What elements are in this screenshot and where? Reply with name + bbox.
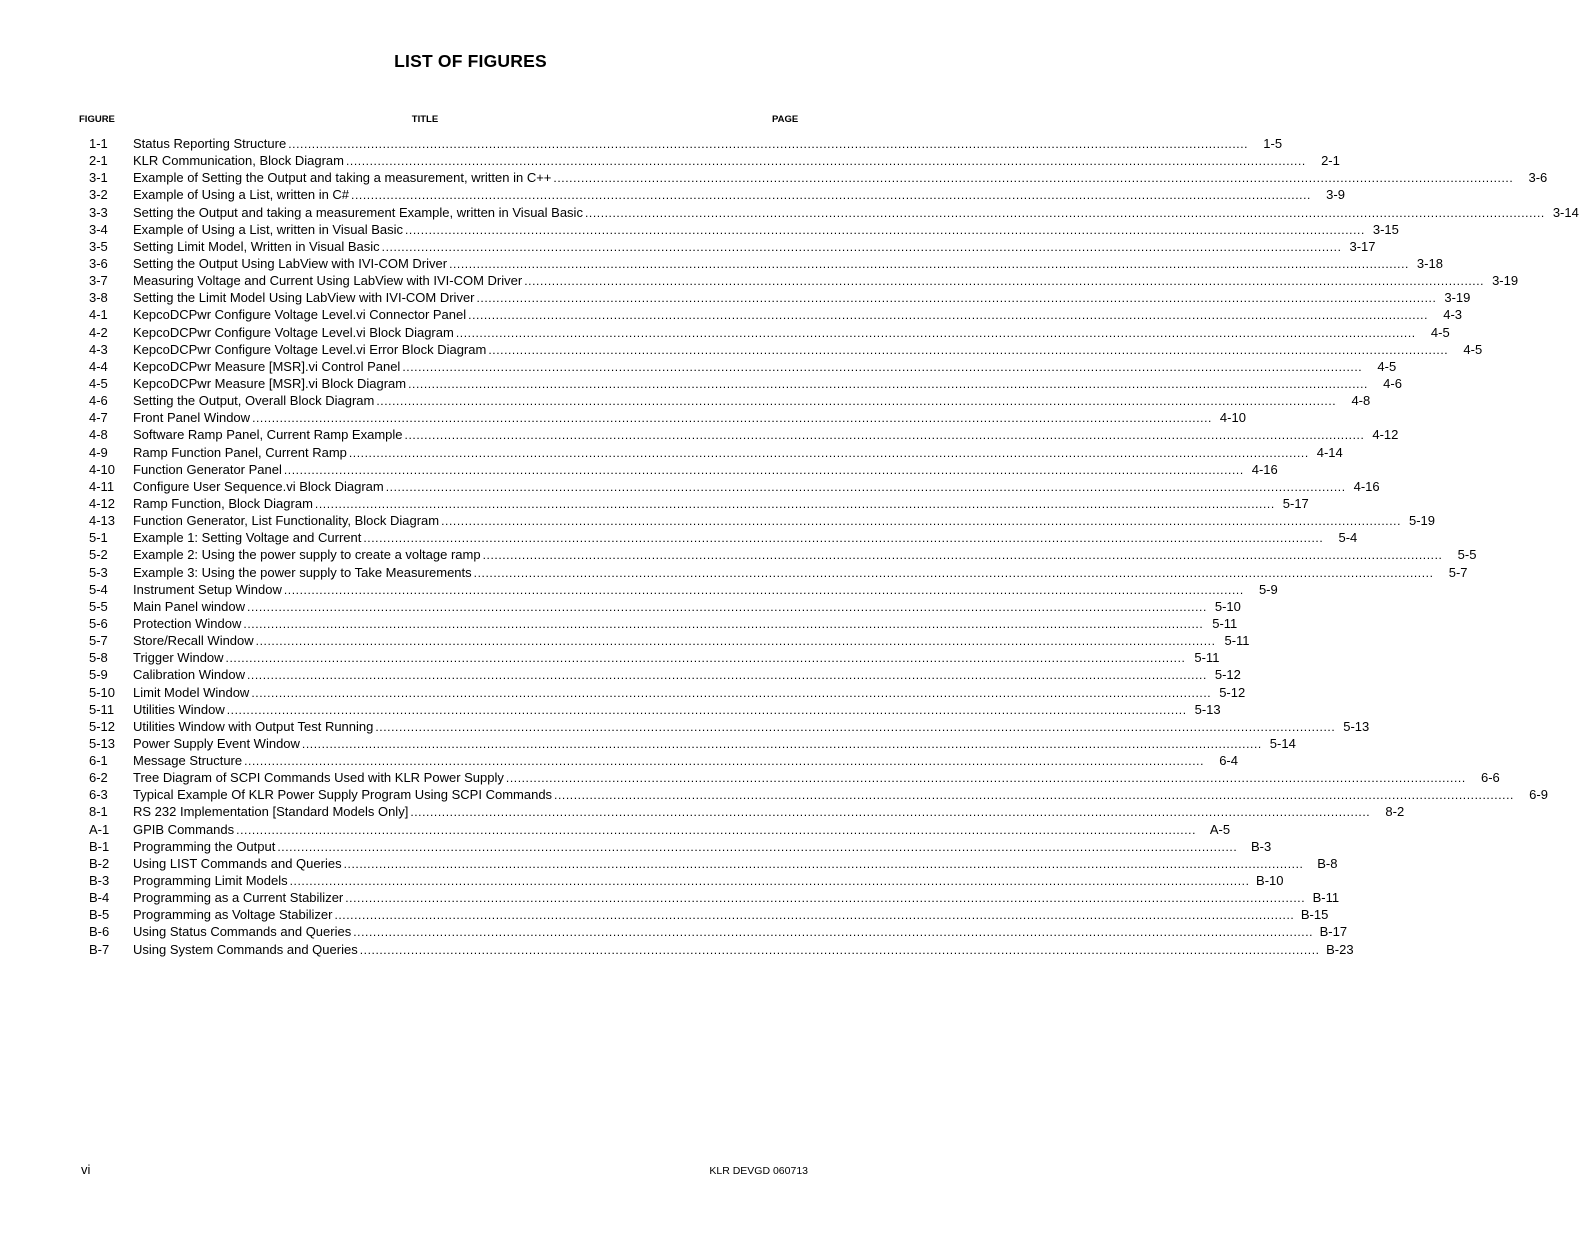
figure-page: 5-11 (1212, 615, 1238, 631)
list-item[interactable] (89, 289, 1471, 306)
list-item[interactable] (89, 341, 1483, 358)
figure-title: Setting the Output Using LabView with IVI-COM Driver (133, 255, 448, 271)
figure-title: Software Ramp Panel, Current Ramp Example (133, 427, 403, 443)
figure-number: 6-3 (89, 787, 108, 803)
figure-title: Configure User Sequence.vi Block Diagram (133, 478, 384, 494)
figure-title: Example 1: Setting Voltage and Current (133, 530, 362, 546)
figure-page: 1-5 (1263, 136, 1283, 151)
dot-leader (251, 685, 1211, 702)
figure-page: 3-6 (1528, 170, 1548, 186)
list-item[interactable] (89, 564, 1468, 581)
list-item[interactable] (89, 889, 1340, 906)
dot-leader (506, 770, 1466, 787)
dot-leader (474, 565, 1434, 582)
dot-leader (315, 496, 1275, 513)
dot-leader (360, 942, 1320, 959)
figure-title: Main Panel window (133, 598, 246, 614)
figure-number: 4-10 (89, 461, 116, 477)
dot-leader (247, 599, 1207, 616)
dot-leader (483, 547, 1443, 564)
figure-title: Ramp Function Panel, Current Ramp (133, 444, 347, 460)
list-item[interactable] (89, 169, 1548, 186)
dot-leader (408, 376, 1368, 393)
dot-leader (456, 325, 1416, 342)
figure-page: 4-16 (1251, 461, 1278, 477)
list-item[interactable] (89, 186, 1345, 203)
list-item[interactable] (89, 684, 1246, 701)
figure-number: B-6 (89, 924, 110, 940)
list-item[interactable] (89, 478, 1380, 495)
figure-number: 5-8 (89, 650, 108, 666)
figure-page: 3-19 (1492, 273, 1519, 289)
figure-number: 4-6 (89, 393, 108, 409)
figure-number: 4-1 (89, 307, 108, 323)
dot-leader (554, 787, 1514, 804)
figure-title: Setting the Output, Overall Block Diagram (133, 393, 375, 409)
dot-leader (227, 702, 1187, 719)
list-item[interactable] (89, 512, 1436, 529)
figure-title: Utilities Window with Output Test Running (133, 718, 374, 734)
figure-number: 5-1 (89, 530, 108, 546)
list-item[interactable] (89, 752, 1238, 769)
list-item[interactable] (89, 152, 1340, 169)
dot-leader (386, 479, 1346, 496)
dot-leader (363, 530, 1323, 547)
figure-title: Power Supply Event Window (133, 735, 300, 751)
figure-number: B-7 (89, 941, 110, 957)
dot-leader (277, 839, 1237, 856)
figure-page: 5-11 (1194, 650, 1220, 666)
figure-page: 4-5 (1463, 341, 1483, 357)
page-title: LIST OF FIGURES (394, 51, 547, 71)
dot-leader (449, 256, 1409, 273)
dot-leader (288, 136, 1248, 153)
figure-number: 2-1 (89, 153, 108, 169)
figure-number: B-4 (89, 890, 110, 906)
figure-title: KepcoDCPwr Measure [MSR].vi Block Diagram (133, 375, 407, 391)
figure-title: KepcoDCPwr Configure Voltage Level.vi Error Block Diagram (133, 341, 487, 357)
figure-number: 5-4 (89, 581, 108, 597)
figure-title: Example of Setting the Output and taking a measurement, written in C++ (133, 170, 552, 186)
figure-number: 5-6 (89, 615, 108, 631)
figure-page: 3-18 (1416, 255, 1443, 271)
dot-leader (345, 890, 1305, 907)
list-item[interactable] (89, 581, 1278, 598)
figure-title: Message Structure (133, 753, 243, 769)
figure-page: 4-10 (1219, 410, 1246, 426)
figure-title: Limit Model Window (133, 684, 250, 700)
dot-leader (410, 804, 1370, 821)
figure-title: Tree Diagram of SCPI Commands Used with KLR Power Supply (133, 770, 504, 786)
figure-number: 5-2 (89, 547, 108, 563)
figure-title: Ramp Function, Block Diagram (133, 495, 313, 511)
figure-page: 5-9 (1258, 581, 1278, 597)
title-column-header: TITLE (411, 114, 439, 125)
figure-number: 5-9 (89, 667, 108, 683)
figure-page: 5-12 (1214, 667, 1241, 683)
figure-title: Using LIST Commands and Queries (133, 855, 342, 871)
figure-page: 3-14 (1552, 204, 1579, 220)
figure-title: Setting the Limit Model Using LabView with IVI-COM Driver (133, 290, 475, 306)
figure-page: 2-1 (1321, 153, 1340, 169)
figure-number: 3-8 (89, 290, 108, 306)
figure-title: Protection Window (133, 615, 242, 631)
dot-leader (375, 719, 1335, 736)
figure-title: Example 2: Using the power supply to create a voltage ramp (133, 547, 481, 563)
list-item[interactable] (89, 306, 1463, 323)
figure-title: KepcoDCPwr Measure [MSR].vi Control Panel (133, 358, 401, 374)
figure-title: Setting Limit Model, Written in Visual Basic (133, 238, 380, 254)
list-item[interactable] (89, 461, 1278, 478)
list-item[interactable] (89, 272, 1519, 289)
list-item[interactable] (89, 444, 1343, 461)
figure-column-header: FIGURE (79, 114, 115, 125)
dot-leader (244, 753, 1204, 770)
figure-number: 5-11 (89, 701, 115, 717)
figure-number: B-3 (89, 873, 110, 889)
list-item[interactable] (89, 204, 1579, 221)
list-item[interactable] (89, 255, 1443, 272)
figure-page: 5-11 (1224, 633, 1250, 649)
list-item[interactable] (89, 135, 1283, 152)
figure-list (89, 135, 1579, 958)
list-item[interactable] (89, 701, 1221, 718)
dot-leader (524, 273, 1484, 290)
dot-leader (402, 359, 1362, 376)
dot-leader (243, 616, 1203, 633)
list-item[interactable] (89, 238, 1376, 255)
list-item[interactable] (89, 426, 1399, 443)
figure-page: 3-19 (1444, 290, 1471, 306)
figure-page: 3-9 (1326, 187, 1345, 203)
figure-number: B-1 (89, 838, 110, 854)
dot-leader (247, 667, 1207, 684)
figure-number: 4-2 (89, 324, 108, 340)
dot-leader (284, 582, 1244, 599)
list-item[interactable] (89, 786, 1548, 803)
dot-leader (226, 650, 1186, 667)
figure-number: 3-5 (89, 238, 108, 254)
figure-page: 6-6 (1480, 770, 1500, 786)
figure-page: 6-9 (1529, 787, 1548, 803)
figure-number: 4-5 (89, 375, 108, 391)
dot-leader (585, 205, 1545, 222)
figure-page: 6-4 (1219, 753, 1238, 769)
list-item[interactable] (89, 529, 1358, 546)
figure-number: 4-4 (89, 358, 108, 374)
figure-number: 3-6 (89, 255, 108, 271)
dot-leader (441, 513, 1401, 530)
figure-number: 4-13 (89, 513, 116, 529)
figure-title: Programming Limit Models (133, 873, 288, 889)
figure-page: B-8 (1317, 855, 1338, 871)
list-item[interactable] (89, 546, 1477, 563)
footer-doc-code: KLR DEVGD 060713 (709, 1165, 808, 1177)
dot-leader (349, 445, 1309, 462)
dot-leader (346, 153, 1306, 170)
figure-page: 5-13 (1343, 718, 1370, 734)
figure-number: 6-2 (89, 770, 108, 786)
figure-title: Setting the Output and taking a measurement Example, written in Visual Basic (133, 204, 583, 220)
figure-page: 3-17 (1349, 238, 1376, 254)
figure-page: 5-17 (1282, 495, 1309, 511)
figure-title: Programming as a Current Stabilizer (133, 890, 344, 906)
figure-page: 5-19 (1408, 513, 1436, 529)
dot-leader (290, 873, 1250, 890)
figure-number: 5-3 (89, 564, 108, 580)
figure-number: B-2 (89, 855, 110, 871)
figure-title: Utilities Window (133, 701, 225, 717)
dot-leader (252, 410, 1212, 427)
figure-page: 4-8 (1351, 393, 1371, 409)
figure-page: 5-12 (1219, 684, 1246, 700)
figure-number: 3-1 (89, 170, 108, 186)
figure-number: 4-7 (89, 410, 108, 426)
dot-leader (334, 907, 1294, 924)
figure-page: 8-2 (1385, 804, 1405, 820)
list-item[interactable] (89, 855, 1338, 872)
list-item[interactable] (89, 409, 1246, 426)
figure-page: A-5 (1209, 821, 1231, 837)
figure-title: Programming the Output (133, 838, 276, 854)
list-item[interactable] (89, 941, 1354, 958)
figure-page: 4-5 (1430, 324, 1450, 340)
dot-leader (351, 187, 1311, 204)
list-item[interactable] (89, 632, 1250, 649)
figure-title: Store/Recall Window (133, 633, 254, 649)
figure-title: Measuring Voltage and Current Using LabView with IVI-COM Driver (133, 273, 523, 289)
figure-page: 5-14 (1269, 735, 1296, 751)
dot-leader (256, 633, 1216, 650)
footer-page-number: vi (81, 1162, 91, 1177)
dot-leader (236, 822, 1196, 839)
list-item[interactable] (89, 375, 1402, 392)
figure-page: 5-5 (1457, 547, 1477, 563)
figure-title: Example 3: Using the power supply to Take Measurements (133, 564, 472, 580)
figure-number: 5-10 (89, 684, 116, 700)
figure-title: KLR Communication, Block Diagram (133, 153, 344, 169)
figure-page: 4-3 (1443, 307, 1463, 323)
dot-leader (302, 736, 1262, 753)
dot-leader (405, 222, 1365, 239)
dot-leader (376, 393, 1336, 410)
figure-page: B-15 (1300, 907, 1329, 923)
list-item[interactable] (89, 872, 1284, 889)
figure-page: 3-15 (1372, 221, 1399, 237)
figure-number: 3-2 (89, 187, 108, 203)
figure-page: B-3 (1251, 838, 1272, 854)
figure-title: Function Generator, List Functionality, Block Diagram (133, 513, 440, 529)
dot-leader (284, 462, 1244, 479)
figure-number: 4-12 (89, 495, 116, 511)
figure-number: 3-4 (89, 221, 108, 237)
figure-number: 4-11 (89, 478, 115, 494)
list-item[interactable] (89, 495, 1309, 512)
list-item[interactable] (89, 666, 1241, 683)
figure-title: KepcoDCPwr Configure Voltage Level.vi Block Diagram (133, 324, 454, 340)
figure-number: A-1 (89, 821, 110, 837)
figure-page: B-10 (1256, 873, 1284, 889)
list-item[interactable] (89, 769, 1500, 786)
list-item[interactable] (89, 358, 1397, 375)
dot-leader (468, 307, 1428, 324)
figure-title: Using Status Commands and Queries (133, 924, 352, 940)
figure-title: Programming as Voltage Stabilizer (133, 907, 333, 923)
dot-leader (405, 427, 1365, 444)
dot-leader (344, 856, 1304, 873)
figure-page: B-11 (1312, 890, 1340, 906)
figure-page: B-17 (1319, 924, 1348, 940)
list-item[interactable] (89, 923, 1348, 940)
figure-title: Calibration Window (133, 667, 245, 683)
list-item[interactable] (89, 838, 1272, 855)
list-item[interactable] (89, 598, 1241, 615)
figure-number: 3-7 (89, 273, 108, 289)
figure-number: 4-9 (89, 444, 108, 460)
dot-leader (382, 239, 1342, 256)
figure-number: 1-1 (89, 136, 108, 151)
figure-number: 4-3 (89, 341, 108, 357)
list-item[interactable] (89, 906, 1329, 923)
list-item[interactable] (89, 324, 1450, 341)
figure-page: 4-14 (1316, 444, 1343, 460)
dot-leader (488, 342, 1448, 359)
list-item[interactable] (89, 392, 1371, 409)
figure-page: 5-7 (1448, 564, 1468, 580)
figure-page: B-23 (1326, 941, 1354, 957)
page-column-header: PAGE (772, 114, 799, 125)
figure-title: KepcoDCPwr Configure Voltage Level.vi Connector Panel (133, 307, 467, 323)
figure-page: 5-4 (1338, 530, 1358, 546)
figure-title: GPIB Commands (133, 821, 235, 837)
list-item[interactable] (89, 821, 1231, 838)
figure-title: Example of Using a List, written in Visual Basic (133, 221, 403, 237)
figure-title: Typical Example Of KLR Power Supply Program Using SCPI Commands (133, 787, 553, 803)
figure-page: 4-6 (1383, 375, 1402, 391)
figure-title: Status Reporting Structure (133, 136, 287, 151)
figure-page: 5-13 (1194, 701, 1221, 717)
figure-number: 5-13 (89, 735, 116, 751)
figure-page: 4-5 (1377, 358, 1397, 374)
figure-title: RS 232 Implementation [Standard Models Only] (133, 804, 409, 820)
list-item[interactable] (89, 718, 1370, 735)
list-item[interactable] (89, 803, 1405, 820)
figure-title: Instrument Setup Window (133, 581, 282, 597)
figure-page: 5-10 (1214, 598, 1241, 614)
list-item[interactable] (89, 735, 1296, 752)
figure-page: 4-16 (1353, 478, 1380, 494)
figure-title: Example of Using a List, written in C# (133, 187, 350, 203)
figure-number: 4-8 (89, 427, 108, 443)
figure-number: 5-12 (89, 718, 116, 734)
dot-leader (553, 170, 1513, 187)
figure-title: Using System Commands and Queries (133, 941, 358, 957)
list-item[interactable] (89, 615, 1238, 632)
figure-title: Function Generator Panel (133, 461, 282, 477)
figure-number: 5-7 (89, 633, 108, 649)
figure-title: Front Panel Window (133, 410, 251, 426)
dot-leader (477, 290, 1437, 307)
figure-page: 4-12 (1372, 427, 1399, 443)
figure-number: 3-3 (89, 204, 108, 220)
figure-title: Trigger Window (133, 650, 224, 666)
figure-number: B-5 (89, 907, 110, 923)
figure-number: 5-5 (89, 598, 108, 614)
figure-number: 6-1 (89, 753, 108, 769)
list-item[interactable] (89, 221, 1399, 238)
figure-number: 8-1 (89, 804, 108, 820)
list-item[interactable] (89, 649, 1220, 666)
dot-leader (353, 924, 1313, 941)
